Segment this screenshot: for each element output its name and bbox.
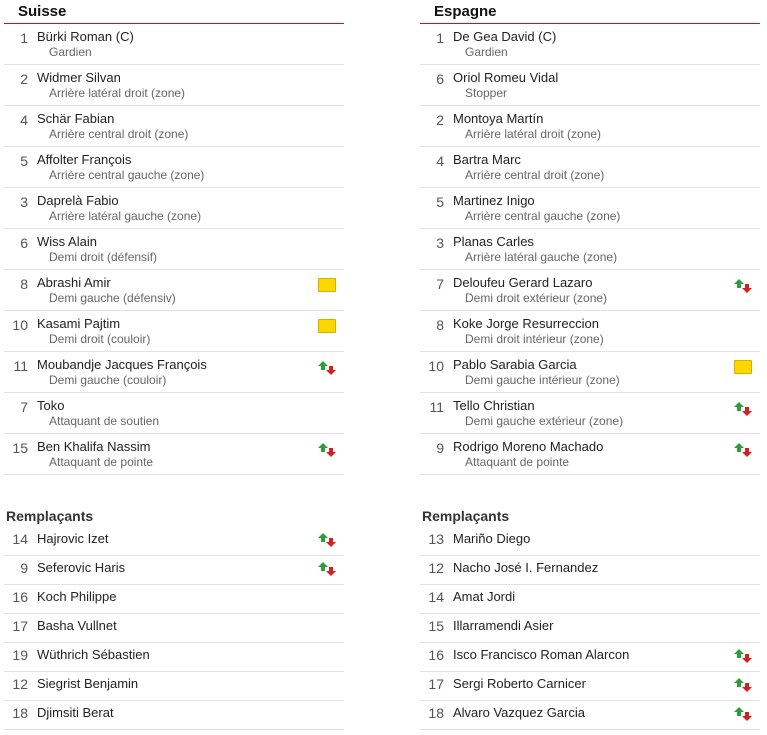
player-name[interactable]: Isco Francisco Roman Alarcon: [453, 647, 630, 662]
player-number: 11: [429, 399, 444, 415]
player-name[interactable]: Moubandje Jacques François: [37, 357, 207, 372]
player-role: Arrière latéral gauche (zone): [49, 209, 202, 223]
player-role: Gardien: [49, 45, 92, 59]
player-name[interactable]: Koch Philippe: [37, 589, 117, 604]
player-number: 10: [428, 358, 444, 374]
player-number: 14: [12, 531, 28, 547]
sub-row: [4, 614, 344, 643]
starters-list: [4, 24, 344, 475]
player-row: [420, 147, 760, 188]
team-lineup-suisse: [4, 0, 344, 721]
player-number: 16: [12, 589, 28, 605]
player-name[interactable]: Mariño Diego: [453, 531, 531, 546]
player-row: [420, 24, 760, 65]
substitution-icon: [734, 706, 752, 722]
player-role: Demi gauche (couloir): [49, 373, 167, 387]
player-number: 6: [436, 71, 444, 87]
sub-row: [420, 614, 760, 643]
player-number: 15: [12, 440, 28, 456]
player-name[interactable]: Pablo Sarabia Garcia: [453, 357, 577, 372]
yellow-card-icon: [734, 360, 752, 376]
subs-title: Remplaçants: [422, 508, 510, 524]
player-name[interactable]: Seferovic Haris: [37, 560, 126, 575]
player-number: 4: [436, 153, 444, 169]
player-role: Arrière latéral droit (zone): [49, 86, 186, 100]
player-row: [4, 434, 344, 475]
player-number: 12: [12, 676, 28, 692]
player-role: Gardien: [465, 45, 508, 59]
player-row: [420, 311, 760, 352]
sub-row: [420, 672, 760, 701]
sub-row: [420, 701, 760, 730]
player-row: [4, 270, 344, 311]
player-number: 6: [20, 235, 28, 251]
substitution-icon: [318, 561, 336, 577]
player-name[interactable]: Martinez Inigo: [453, 193, 535, 208]
player-number: 14: [428, 589, 444, 605]
player-name[interactable]: Ben Khalifa Nassim: [37, 439, 151, 454]
player-name[interactable]: Wüthrich Sébastien: [37, 647, 150, 662]
team-lineup-espagne: [420, 0, 760, 721]
player-row: [420, 270, 760, 311]
player-name[interactable]: Widmer Silvan: [37, 70, 121, 85]
player-row: [420, 65, 760, 106]
substitution-icon: [318, 442, 336, 458]
player-number: 17: [12, 618, 28, 634]
team-name: Suisse: [4, 0, 344, 24]
player-role: Demi gauche extérieur (zone): [465, 414, 624, 428]
player-number: 10: [12, 317, 28, 333]
player-name[interactable]: Daprelà Fabio: [37, 193, 119, 208]
subs-list: [420, 527, 760, 730]
player-number: 2: [436, 112, 444, 128]
player-role: Attaquant de pointe: [49, 455, 154, 469]
player-row: [420, 434, 760, 475]
player-name[interactable]: Toko: [37, 398, 65, 413]
sub-row: [420, 556, 760, 585]
player-row: [4, 188, 344, 229]
player-name[interactable]: Illarramendi Asier: [453, 618, 554, 633]
player-role: Demi droit (couloir): [49, 332, 151, 346]
player-name[interactable]: Sergi Roberto Carnicer: [453, 676, 586, 691]
player-name[interactable]: Rodrigo Moreno Machado: [453, 439, 604, 454]
player-row: [4, 311, 344, 352]
player-name[interactable]: Abrashi Amir: [37, 275, 111, 290]
player-row: [4, 65, 344, 106]
sub-row: [4, 585, 344, 614]
sub-row: [420, 527, 760, 556]
player-name[interactable]: Bürki Roman (C): [37, 29, 134, 44]
player-number: 1: [436, 30, 444, 46]
player-role: Arrière central gauche (zone): [465, 209, 621, 223]
substitution-icon: [318, 532, 336, 548]
player-role: Arrière latéral gauche (zone): [465, 250, 618, 264]
substitution-icon: [734, 401, 752, 417]
player-role: Arrière central droit (zone): [465, 168, 605, 182]
player-number: 13: [428, 531, 444, 547]
substitution-icon: [734, 278, 752, 294]
sub-row: [420, 643, 760, 672]
player-name[interactable]: Basha Vullnet: [37, 618, 117, 633]
player-name[interactable]: Koke Jorge Resurreccion: [453, 316, 599, 331]
player-number: 12: [428, 560, 444, 576]
player-role: Arrière central droit (zone): [49, 127, 189, 141]
player-number: 7: [20, 399, 28, 415]
player-row: [420, 106, 760, 147]
player-name[interactable]: Siegrist Benjamin: [37, 676, 139, 691]
player-name[interactable]: Nacho José I. Fernandez: [453, 560, 599, 575]
player-name[interactable]: Schär Fabian: [37, 111, 115, 126]
player-number: 4: [20, 112, 28, 128]
player-row: [4, 147, 344, 188]
player-name[interactable]: Planas Carles: [453, 234, 534, 249]
player-role: Attaquant de pointe: [465, 455, 570, 469]
team-name: Espagne: [420, 0, 760, 24]
player-name[interactable]: Wiss Alain: [37, 234, 97, 249]
sub-row: [4, 643, 344, 672]
player-row: [4, 24, 344, 65]
player-role: Stopper: [465, 86, 508, 100]
player-name[interactable]: Amat Jordi: [453, 589, 516, 604]
sub-row: [420, 585, 760, 614]
player-role: Arrière central gauche (zone): [49, 168, 205, 182]
yellow-card-icon: [318, 278, 336, 294]
player-number: 3: [436, 235, 444, 251]
player-role: Demi droit extérieur (zone): [465, 291, 608, 305]
player-number: 2: [20, 71, 28, 87]
player-name[interactable]: Montoya Martín: [453, 111, 544, 126]
player-row: [4, 106, 344, 147]
player-role: Demi gauche intérieur (zone): [465, 373, 620, 387]
player-number: 19: [12, 647, 28, 663]
starters-list: [420, 24, 760, 475]
player-number: 15: [428, 618, 444, 634]
sub-row: [4, 556, 344, 585]
sub-row: [4, 672, 344, 701]
substitution-icon: [318, 360, 336, 376]
sub-row: [4, 701, 344, 730]
player-name[interactable]: Deloufeu Gerard Lazaro: [453, 275, 593, 290]
player-row: [420, 229, 760, 270]
player-name[interactable]: Oriol Romeu Vidal: [453, 70, 559, 85]
player-number: 8: [436, 317, 444, 333]
yellow-card-icon: [318, 319, 336, 335]
player-row: [4, 352, 344, 393]
player-number: 18: [428, 705, 444, 721]
player-number: 7: [436, 276, 444, 292]
player-role: Demi gauche (défensiv): [49, 291, 176, 305]
player-name[interactable]: Hajrovic Izet: [37, 531, 109, 546]
substitution-icon: [734, 648, 752, 664]
subs-list: [4, 527, 344, 730]
player-name[interactable]: Affolter François: [37, 152, 132, 167]
player-row: [420, 393, 760, 434]
substitution-icon: [734, 442, 752, 458]
player-name[interactable]: De Gea David (C): [453, 29, 557, 44]
player-number: 9: [20, 560, 28, 576]
subs-title: Remplaçants: [6, 508, 94, 524]
player-role: Demi droit intérieur (zone): [465, 332, 604, 346]
player-number: 5: [20, 153, 28, 169]
player-number: 16: [428, 647, 444, 663]
player-name[interactable]: Bartra Marc: [453, 152, 521, 167]
player-role: Arrière latéral droit (zone): [465, 127, 602, 141]
player-name[interactable]: Kasami Pajtim: [37, 316, 121, 331]
player-number: 3: [20, 194, 28, 210]
player-number: 18: [12, 705, 28, 721]
sub-row: [4, 527, 344, 556]
player-number: 5: [436, 194, 444, 210]
player-role: Attaquant de soutien: [49, 414, 160, 428]
player-row: [420, 188, 760, 229]
player-name[interactable]: Djimsiti Berat: [37, 705, 114, 720]
player-number: 1: [20, 30, 28, 46]
player-row: [4, 229, 344, 270]
player-row: [4, 393, 344, 434]
player-number: 8: [20, 276, 28, 292]
player-number: 17: [428, 676, 444, 692]
player-name[interactable]: Alvaro Vazquez Garcia: [453, 705, 585, 720]
player-role: Demi droit (défensif): [49, 250, 158, 264]
player-number: 9: [436, 440, 444, 456]
substitution-icon: [734, 677, 752, 693]
player-name[interactable]: Tello Christian: [453, 398, 535, 413]
player-number: 11: [13, 358, 28, 374]
player-row: [420, 352, 760, 393]
